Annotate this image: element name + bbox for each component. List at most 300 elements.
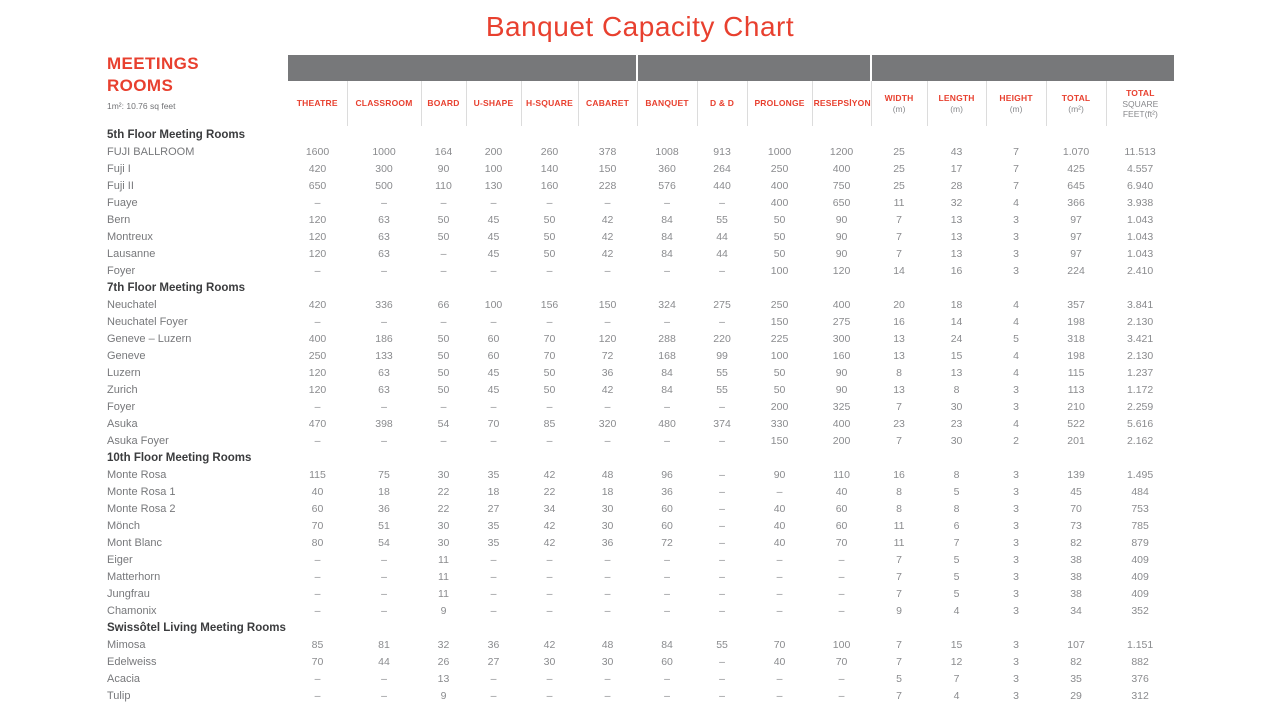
capacity-cell: 42 — [601, 383, 614, 396]
capacity-cell: – — [546, 570, 553, 583]
room-name-cell: Fuji II — [107, 179, 134, 192]
section-header: 5th Floor Meeting Rooms — [107, 128, 245, 141]
capacity-cell: – — [604, 400, 611, 413]
capacity-cell: 30 — [601, 502, 614, 515]
capacity-cell: 425 — [1067, 162, 1085, 175]
capacity-cell: – — [314, 400, 321, 413]
capacity-cell: 25 — [893, 145, 905, 158]
capacity-cell: 55 — [716, 366, 728, 379]
meetings-rooms-heading-line2: ROOMS — [107, 76, 174, 95]
capacity-cell: 7 — [896, 400, 902, 413]
capacity-cell: – — [719, 587, 725, 600]
capacity-cell: – — [838, 587, 845, 600]
column-header-classroom: CLASSROOM — [347, 81, 421, 126]
capacity-cell: 3.841 — [1126, 298, 1154, 311]
table-row — [96, 160, 1174, 177]
capacity-cell: 90 — [835, 230, 848, 243]
capacity-cell: 1000 — [767, 145, 792, 158]
capacity-cell: 15 — [950, 349, 963, 362]
capacity-cell: 8 — [896, 366, 902, 379]
capacity-cell: 360 — [658, 162, 676, 175]
capacity-cell: 45 — [487, 366, 500, 379]
table-row — [96, 653, 1174, 670]
capacity-cell: 90 — [835, 213, 848, 226]
section-row — [96, 279, 1174, 296]
capacity-cell: 320 — [598, 417, 617, 430]
capacity-cell: 186 — [375, 332, 393, 345]
capacity-cell: 34 — [1070, 604, 1082, 617]
capacity-cell: 7 — [896, 434, 902, 447]
table-row — [96, 143, 1174, 160]
capacity-cell: 48 — [601, 638, 614, 651]
capacity-cell: 50 — [437, 213, 450, 226]
capacity-cell: – — [719, 502, 725, 515]
capacity-cell: 32 — [950, 196, 963, 209]
table-row — [96, 551, 1174, 568]
capacity-cell: 70 — [773, 638, 786, 651]
capacity-cell: – — [490, 264, 497, 277]
capacity-cell: 38 — [1070, 587, 1082, 600]
table-row — [96, 415, 1174, 432]
capacity-cell: – — [776, 553, 783, 566]
capacity-cell: 13 — [893, 349, 905, 362]
capacity-cell: – — [490, 434, 497, 447]
room-name-cell: Montreux — [107, 230, 153, 243]
column-header-u-shape: U-SHAPE — [466, 81, 521, 126]
capacity-cell: 5.616 — [1126, 417, 1154, 430]
capacity-cell: 1.043 — [1126, 230, 1154, 243]
capacity-cell: – — [604, 672, 611, 685]
capacity-cell: 23 — [950, 417, 963, 430]
room-name-cell: Foyer — [107, 400, 136, 413]
capacity-cell: 100 — [832, 638, 851, 651]
capacity-cell: – — [604, 587, 611, 600]
capacity-cell: 25 — [893, 179, 905, 192]
capacity-cell: – — [776, 604, 783, 617]
table-row — [96, 670, 1174, 687]
capacity-cell: 72 — [601, 349, 614, 362]
capacity-cell: 14 — [893, 264, 905, 277]
table-row — [96, 364, 1174, 381]
capacity-cell: 198 — [1067, 315, 1085, 328]
capacity-cell: – — [314, 315, 321, 328]
capacity-cell: – — [838, 604, 845, 617]
capacity-cell: 13 — [950, 213, 963, 226]
column-header-h-square: H-SQUARE — [521, 81, 578, 126]
capacity-cell: – — [664, 196, 670, 209]
capacity-cell: 1.495 — [1126, 468, 1154, 481]
capacity-cell: 400 — [832, 162, 851, 175]
capacity-cell: 42 — [543, 536, 556, 549]
capacity-cell: – — [719, 655, 725, 668]
capacity-cell: 50 — [543, 366, 556, 379]
capacity-cell: 160 — [540, 179, 559, 192]
capacity-cell: 12 — [950, 655, 963, 668]
capacity-cell: 84 — [661, 366, 673, 379]
capacity-cell: 120 — [308, 383, 327, 396]
table-row — [96, 313, 1174, 330]
capacity-cell: 130 — [484, 179, 503, 192]
capacity-cell: 16 — [893, 468, 905, 481]
capacity-cell: – — [604, 196, 611, 209]
capacity-cell: 336 — [375, 298, 393, 311]
capacity-cell: – — [381, 570, 387, 583]
capacity-table — [96, 55, 1174, 704]
capacity-cell: 27 — [487, 502, 500, 515]
capacity-cell: – — [604, 553, 611, 566]
table-row — [96, 330, 1174, 347]
capacity-cell: 11 — [438, 587, 449, 600]
capacity-cell: – — [381, 315, 387, 328]
capacity-cell: 4 — [953, 604, 960, 617]
capacity-cell: 3 — [1013, 570, 1019, 583]
table-row — [96, 381, 1174, 398]
capacity-cell: 60 — [835, 502, 848, 515]
table-row — [96, 262, 1174, 279]
capacity-cell: – — [440, 434, 447, 447]
capacity-cell: 1200 — [829, 145, 854, 158]
meetings-rooms-heading-line1: MEETINGS — [107, 54, 199, 73]
column-header-height: HEIGHT (m) — [986, 81, 1046, 126]
room-name-cell: Fuaye — [107, 196, 138, 209]
capacity-cell: 228 — [598, 179, 617, 192]
capacity-cell: 9 — [440, 604, 447, 617]
capacity-cell: 3 — [1013, 264, 1019, 277]
room-name-cell: Matterhorn — [107, 570, 161, 583]
capacity-cell: 750 — [832, 179, 851, 192]
capacity-cell: 250 — [770, 162, 789, 175]
table-row — [96, 245, 1174, 262]
capacity-cell: 250 — [308, 349, 327, 362]
header-band-segment — [637, 55, 871, 81]
capacity-cell: 409 — [1131, 553, 1149, 566]
capacity-cell: 66 — [437, 298, 450, 311]
capacity-cell: 753 — [1131, 502, 1149, 515]
page-title: Banquet Capacity Chart — [485, 11, 795, 42]
capacity-cell: 90 — [773, 468, 786, 481]
capacity-cell: 70 — [487, 417, 500, 430]
capacity-cell: – — [604, 689, 611, 702]
capacity-cell: 1.151 — [1126, 638, 1154, 651]
capacity-cell: 97 — [1070, 213, 1082, 226]
capacity-cell: 54 — [437, 417, 450, 430]
capacity-cell: – — [314, 553, 321, 566]
capacity-cell: 40 — [773, 519, 786, 532]
capacity-cell: 200 — [832, 434, 851, 447]
capacity-cell: 374 — [713, 417, 731, 430]
capacity-cell: 300 — [832, 332, 851, 345]
capacity-cell: – — [719, 519, 725, 532]
capacity-cell: 82 — [1070, 536, 1082, 549]
capacity-cell: – — [838, 570, 845, 583]
capacity-cell: 650 — [832, 196, 851, 209]
table-row — [96, 466, 1174, 483]
capacity-cell: 4 — [1013, 315, 1019, 328]
capacity-cell: 60 — [661, 502, 673, 515]
capacity-cell: 11 — [893, 519, 905, 532]
capacity-cell: – — [546, 672, 553, 685]
capacity-cell: – — [838, 689, 845, 702]
capacity-cell: 23 — [893, 417, 905, 430]
capacity-cell: – — [776, 672, 783, 685]
capacity-cell: – — [838, 672, 845, 685]
capacity-cell: 7 — [1013, 145, 1019, 158]
capacity-cell: 400 — [308, 332, 327, 345]
room-name-cell: Foyer — [107, 264, 136, 277]
capacity-cell: 60 — [661, 519, 673, 532]
column-header-board: BOARD — [421, 81, 466, 126]
capacity-cell: – — [440, 400, 447, 413]
capacity-cell: 220 — [713, 332, 731, 345]
capacity-cell: 96 — [661, 468, 673, 481]
capacity-cell: 882 — [1131, 655, 1149, 668]
capacity-cell: 40 — [311, 485, 324, 498]
capacity-cell: – — [664, 570, 670, 583]
capacity-cell: 3 — [1013, 213, 1019, 226]
capacity-cell: 9 — [440, 689, 447, 702]
capacity-cell: 3 — [1013, 519, 1019, 532]
capacity-cell: 50 — [437, 230, 450, 243]
capacity-cell: 260 — [540, 145, 559, 158]
capacity-cell: 576 — [658, 179, 676, 192]
capacity-cell: 40 — [835, 485, 848, 498]
capacity-cell: 2.259 — [1126, 400, 1154, 413]
capacity-cell: 40 — [773, 536, 786, 549]
capacity-cell: 210 — [1067, 400, 1085, 413]
capacity-cell: 50 — [543, 247, 556, 260]
capacity-cell: 5 — [896, 672, 902, 685]
capacity-cell: 63 — [378, 366, 390, 379]
capacity-cell: 409 — [1131, 587, 1149, 600]
capacity-cell: – — [314, 689, 321, 702]
capacity-cell: 11 — [438, 570, 449, 583]
capacity-cell: 35 — [487, 536, 500, 549]
capacity-cell: – — [719, 536, 725, 549]
capacity-cell: 150 — [770, 315, 789, 328]
capacity-cell: 42 — [543, 519, 556, 532]
capacity-cell: – — [664, 689, 670, 702]
capacity-cell: 8 — [953, 468, 960, 481]
capacity-cell: – — [604, 604, 611, 617]
section-row — [96, 449, 1174, 466]
capacity-cell: 30 — [950, 434, 963, 447]
capacity-cell: 43 — [950, 145, 963, 158]
capacity-cell: – — [490, 604, 497, 617]
capacity-cell: 110 — [435, 179, 452, 192]
capacity-cell: 55 — [716, 213, 728, 226]
capacity-cell: – — [490, 570, 497, 583]
section-header: Swissôtel Living Meeting Rooms — [107, 621, 286, 634]
room-name-cell: Monte Rosa 1 — [107, 485, 176, 498]
room-name-cell: Eiger — [107, 553, 133, 566]
capacity-cell: 42 — [543, 638, 556, 651]
room-name-cell: Neuchatel — [107, 298, 157, 311]
capacity-cell: 5 — [1013, 332, 1019, 345]
capacity-cell: – — [546, 315, 553, 328]
capacity-cell: 30 — [543, 655, 556, 668]
capacity-cell: 45 — [487, 230, 500, 243]
capacity-cell: 1008 — [655, 145, 679, 158]
capacity-cell: – — [546, 604, 553, 617]
capacity-cell: 99 — [716, 349, 728, 362]
capacity-cell: – — [381, 672, 387, 685]
capacity-cell: 2.130 — [1126, 349, 1154, 362]
capacity-cell: 4 — [1013, 349, 1019, 362]
header-band-row — [96, 55, 1174, 81]
capacity-cell: 3 — [1013, 485, 1019, 498]
capacity-cell: 50 — [773, 213, 786, 226]
capacity-cell: 107 — [1067, 638, 1085, 651]
section-row — [96, 619, 1174, 636]
capacity-cell: 50 — [773, 366, 786, 379]
capacity-cell: – — [546, 434, 553, 447]
capacity-cell: 1.070 — [1062, 145, 1090, 158]
capacity-cell: – — [490, 672, 497, 685]
column-header-d-d: D & D — [697, 81, 747, 126]
capacity-cell: 7 — [1013, 179, 1019, 192]
capacity-cell: 312 — [1131, 689, 1149, 702]
capacity-cell: 36 — [487, 638, 500, 651]
capacity-cell: 55 — [716, 383, 728, 396]
capacity-cell: 288 — [658, 332, 676, 345]
capacity-cell: 4 — [1013, 366, 1019, 379]
capacity-cell: 50 — [543, 213, 556, 226]
room-name-cell: Geneve – Luzern — [107, 332, 192, 345]
capacity-cell: – — [604, 264, 611, 277]
capacity-cell: 113 — [1067, 383, 1085, 396]
capacity-cell: 35 — [487, 519, 500, 532]
capacity-cell: 55 — [716, 638, 728, 651]
capacity-cell: 400 — [832, 417, 851, 430]
capacity-cell: 140 — [540, 162, 559, 175]
room-name-cell: Edelweiss — [107, 655, 157, 668]
capacity-cell: 3 — [1013, 468, 1019, 481]
column-header-banquet: BANQUET — [637, 81, 697, 126]
capacity-cell: 18 — [378, 485, 390, 498]
section-header: 7th Floor Meeting Rooms — [107, 281, 245, 294]
capacity-cell: – — [719, 434, 725, 447]
capacity-cell: 1.172 — [1126, 383, 1154, 396]
capacity-cell: 484 — [1131, 485, 1149, 498]
capacity-cell: 785 — [1131, 519, 1149, 532]
capacity-cell: – — [490, 689, 497, 702]
section-row — [96, 126, 1174, 143]
capacity-cell: 30 — [437, 536, 450, 549]
capacity-cell: 3 — [1013, 655, 1019, 668]
capacity-cell: 63 — [378, 383, 390, 396]
room-name-cell: Monte Rosa 2 — [107, 502, 176, 515]
capacity-cell: – — [838, 553, 845, 566]
capacity-cell: – — [381, 587, 387, 600]
capacity-cell: 50 — [773, 247, 786, 260]
capacity-cell: 32 — [437, 638, 450, 651]
capacity-cell: 27 — [487, 655, 500, 668]
capacity-cell: 3 — [1013, 587, 1019, 600]
capacity-cell: 7 — [896, 638, 902, 651]
table-row — [96, 585, 1174, 602]
capacity-cell: 398 — [375, 417, 393, 430]
capacity-cell: 13 — [437, 672, 450, 685]
capacity-cell: – — [440, 247, 447, 260]
capacity-cell: 72 — [661, 536, 673, 549]
capacity-cell: 224 — [1067, 264, 1085, 277]
capacity-cell: 11 — [438, 553, 449, 566]
capacity-cell: 38 — [1070, 553, 1082, 566]
capacity-cell: 84 — [661, 638, 673, 651]
capacity-cell: 85 — [311, 638, 324, 651]
capacity-cell: 420 — [308, 298, 327, 311]
capacity-cell: 44 — [378, 655, 390, 668]
capacity-cell: 225 — [770, 332, 789, 345]
capacity-cell: 70 — [835, 655, 848, 668]
capacity-cell: 275 — [713, 298, 731, 311]
capacity-cell: 7 — [1013, 162, 1019, 175]
capacity-cell: 4 — [1013, 298, 1019, 311]
room-name-cell: Asuka — [107, 417, 138, 430]
table-row — [96, 432, 1174, 449]
capacity-cell: 13 — [950, 247, 963, 260]
capacity-cell: 3 — [1013, 672, 1019, 685]
capacity-cell: 50 — [437, 332, 450, 345]
room-name-cell: Mimosa — [107, 638, 146, 651]
capacity-cell: 13 — [893, 383, 905, 396]
capacity-cell: 70 — [835, 536, 848, 549]
capacity-cell: 38 — [1070, 570, 1082, 583]
capacity-cell: 378 — [598, 145, 617, 158]
capacity-cell: 1600 — [305, 145, 330, 158]
room-name-cell: Geneve — [107, 349, 146, 362]
column-header-theatre: THEATRE — [296, 98, 338, 108]
capacity-cell: 35 — [1070, 672, 1082, 685]
capacity-cell: 100 — [484, 298, 503, 311]
header-band-segment — [288, 55, 637, 81]
capacity-cell: 50 — [437, 383, 450, 396]
capacity-cell: 376 — [1131, 672, 1149, 685]
capacity-cell: 11.513 — [1124, 145, 1156, 158]
capacity-cell: 63 — [378, 213, 390, 226]
capacity-cell: 3 — [1013, 502, 1019, 515]
capacity-cell: 330 — [770, 417, 789, 430]
capacity-cell: 645 — [1067, 179, 1085, 192]
capacity-cell: 45 — [1070, 485, 1082, 498]
capacity-cell: 16 — [893, 315, 905, 328]
table-row — [96, 177, 1174, 194]
capacity-cell: 264 — [713, 162, 731, 175]
capacity-cell: 3 — [1013, 638, 1019, 651]
room-name-cell: Fuji I — [107, 162, 131, 175]
capacity-cell: – — [719, 315, 725, 328]
capacity-cell: 120 — [832, 264, 851, 277]
capacity-cell: 325 — [832, 400, 851, 413]
capacity-cell: – — [440, 315, 447, 328]
capacity-cell: 8 — [896, 485, 902, 498]
capacity-cell: 18 — [950, 298, 963, 311]
room-name-cell: Acacia — [107, 672, 141, 685]
capacity-cell: 22 — [437, 502, 450, 515]
capacity-cell: – — [719, 264, 725, 277]
capacity-cell: 4.557 — [1126, 162, 1154, 175]
capacity-cell: – — [490, 315, 497, 328]
capacity-cell: 6 — [953, 519, 960, 532]
capacity-cell: 35 — [487, 468, 500, 481]
capacity-cell: 90 — [437, 162, 450, 175]
capacity-cell: 45 — [487, 247, 500, 260]
table-row — [96, 194, 1174, 211]
capacity-cell: 15 — [950, 638, 963, 651]
room-name-cell: Bern — [107, 213, 131, 226]
capacity-cell: – — [490, 196, 497, 209]
room-name-cell: Monte Rosa — [107, 468, 167, 481]
